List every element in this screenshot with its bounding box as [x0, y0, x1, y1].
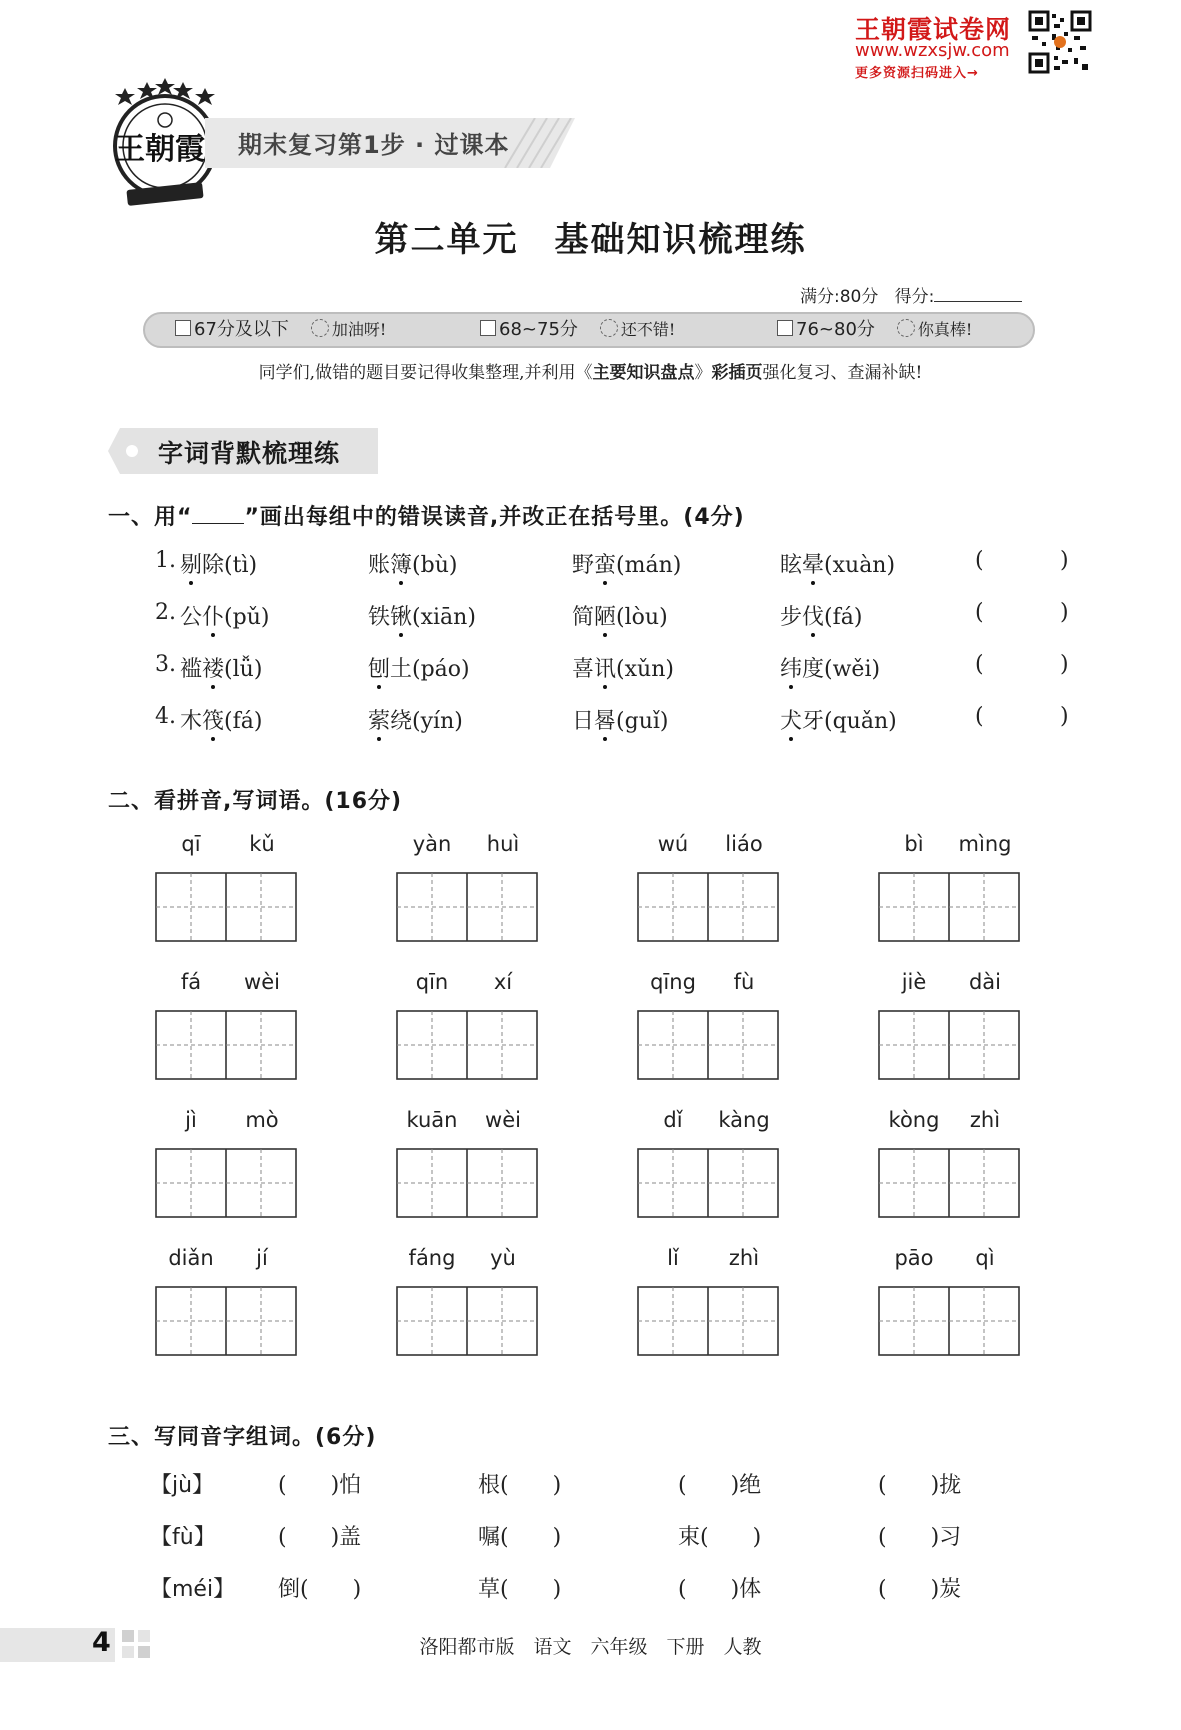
full-score: 满分:80分 [800, 287, 879, 307]
writing-grid-box[interactable] [878, 1010, 1020, 1080]
logo-text: 王朝霞 [115, 132, 205, 167]
pinyin-word-group [878, 832, 1022, 944]
answer-paren-left[interactable]: ( [975, 548, 984, 573]
dotted-char[interactable]: 锹 [390, 605, 413, 630]
pinyin-label: kòng [888, 1108, 940, 1132]
pinyin-word-group [155, 1108, 299, 1220]
pinyin-label: yù [490, 1246, 516, 1270]
brand-url[interactable]: www.wzxsjw.com [855, 40, 1010, 61]
pinyin-word-group [396, 970, 540, 1082]
tip-text: 同学们,做错的题目要记得收集整理,并利用《主要知识盘点》彩插页强化复习、查漏补缺! [258, 363, 923, 383]
q1-word: 日晷(guǐ) [572, 709, 669, 734]
grade-bar [143, 312, 1035, 348]
q3-heading: 三、写同音字组词。(6分) [108, 1425, 377, 1450]
q3-blank-word[interactable]: ( )体 [678, 1577, 762, 1602]
pinyin-label: yàn [412, 832, 452, 856]
pinyin-label: jì [185, 1108, 197, 1132]
q3-pinyin: 【fù】 [150, 1525, 216, 1550]
brand-title: 王朝霞试卷网 [855, 15, 1012, 44]
brand-note: 更多资源扫码进入→ [855, 66, 979, 81]
q3-blank-word[interactable]: 嘱( ) [478, 1525, 562, 1550]
checkbox-icon[interactable] [175, 320, 191, 336]
q1-item-number: 2. [155, 600, 176, 625]
pinyin-word-group [396, 1246, 540, 1358]
score-blank[interactable] [934, 287, 1022, 302]
q1-item-number: 4. [155, 704, 176, 729]
q3-pinyin: 【jù】 [150, 1473, 215, 1498]
q1-word: 公仆(pǔ) [180, 605, 270, 630]
dotted-char[interactable]: 筏 [202, 709, 225, 734]
pinyin-label: zhì [969, 1108, 1001, 1132]
footer-text: 洛阳都市版 语文 六年级 下册 人教 [419, 1636, 762, 1658]
grade-option-2[interactable]: 68~75分 还不错! [480, 314, 675, 346]
pinyin-label: mò [245, 1108, 279, 1132]
pinyin-label: dài [968, 970, 1002, 994]
dotted-char[interactable]: 褛 [202, 657, 225, 682]
pinyin-word-group [155, 1246, 299, 1358]
pinyin-label: qī [181, 832, 201, 856]
q1-heading: 一、用“ ”画出每组中的错误读音,并改正在括号里。(4分) [108, 505, 745, 530]
writing-grid-box[interactable] [878, 1148, 1020, 1218]
pinyin-word-group [637, 1246, 781, 1358]
pinyin-word-group [637, 832, 781, 944]
pinyin-word-group [637, 970, 781, 1082]
writing-grid-box[interactable] [396, 1010, 538, 1080]
q1-word: 萦绕(yín) [368, 709, 463, 734]
qr-code-icon[interactable] [1028, 10, 1092, 74]
q3-blank-word[interactable]: ( )习 [878, 1525, 962, 1550]
pinyin-label: wèi [485, 1108, 521, 1132]
pinyin-label: kǔ [249, 832, 275, 856]
q3-blank-word[interactable]: ( )盖 [278, 1525, 362, 1550]
pinyin-label: mìng [958, 832, 1012, 856]
section-tag-text: 字词背默梳理练 [158, 439, 341, 468]
checkbox-icon[interactable] [480, 320, 496, 336]
score-line [800, 282, 1022, 307]
writing-grid-box[interactable] [396, 1148, 538, 1218]
pinyin-label: huì [486, 832, 520, 856]
unit-title: 第二单元 基础知识梳理练 [374, 220, 807, 260]
writing-grid-box[interactable] [878, 1286, 1020, 1356]
smile-icon [897, 319, 915, 337]
grade-option-1[interactable]: 67分及以下 加油呀! [175, 314, 386, 346]
dotted-char[interactable]: 刨 [368, 657, 391, 682]
dotted-char[interactable]: 簿 [390, 553, 413, 578]
q1-item-number: 3. [155, 652, 176, 677]
q2-heading: 二、看拼音,写词语。(16分) [108, 789, 403, 814]
pinyin-label: fá [180, 970, 202, 994]
q3-blank-word[interactable]: ( )绝 [678, 1473, 762, 1498]
writing-grid-box[interactable] [155, 872, 297, 942]
dotted-char[interactable]: 犬 [780, 709, 803, 734]
pinyin-label: kuān [406, 1108, 458, 1132]
smile-icon [600, 319, 618, 337]
dotted-char[interactable]: 仆 [202, 605, 225, 630]
pinyin-word-group [878, 1108, 1022, 1220]
pinyin-word-group [155, 970, 299, 1082]
q3-blank-word[interactable]: ( )炭 [878, 1577, 962, 1602]
writing-grid-box[interactable] [155, 1286, 297, 1356]
writing-grid-box[interactable] [637, 1286, 779, 1356]
dotted-char[interactable]: 晷 [594, 709, 617, 734]
writing-grid-box[interactable] [637, 1010, 779, 1080]
pinyin-label: lǐ [667, 1246, 679, 1270]
dotted-char[interactable]: 讯 [594, 657, 617, 682]
q1-word: 褴褛(lǚ) [180, 657, 263, 682]
smile-icon [311, 319, 329, 337]
pinyin-word-group [637, 1108, 781, 1220]
q1-word: 野蛮(mán) [572, 553, 682, 578]
answer-paren-right: ) [1060, 652, 1069, 677]
q1-word: 眩晕(xuàn) [780, 553, 896, 578]
q1-word: 犬牙(quǎn) [780, 709, 897, 734]
writing-grid-box[interactable] [155, 1010, 297, 1080]
pinyin-word-group [396, 1108, 540, 1220]
q1-word: 剔除(tì) [180, 553, 258, 578]
pinyin-label: jiè [901, 970, 927, 994]
q1-word: 步伐(fá) [780, 605, 863, 630]
page-number: 4 [92, 1627, 111, 1658]
q3-blank-word[interactable]: ( )拢 [878, 1473, 962, 1498]
dotted-char[interactable]: 蛮 [594, 553, 617, 578]
pinyin-label: jí [256, 1246, 268, 1270]
pinyin-label: fáng [408, 1246, 456, 1270]
q3-blank-word[interactable]: 根( ) [478, 1473, 562, 1498]
pinyin-label: bì [904, 832, 924, 856]
pinyin-word-group [155, 832, 299, 944]
answer-paren-right: ) [1060, 704, 1069, 729]
dotted-char[interactable]: 陋 [594, 605, 617, 630]
dotted-char[interactable]: 纬 [780, 657, 803, 682]
dotted-char[interactable]: 晕 [802, 553, 825, 578]
pinyin-label: wèi [244, 970, 280, 994]
q1-word: 木筏(fá) [180, 709, 263, 734]
checkbox-icon[interactable] [777, 320, 793, 336]
pinyin-word-group [396, 832, 540, 944]
writing-grid-box[interactable] [637, 872, 779, 942]
pinyin-label: qīng [650, 970, 696, 994]
dotted-char[interactable]: 萦 [368, 709, 391, 734]
pinyin-label: xí [493, 970, 513, 994]
answer-paren-left[interactable]: ( [975, 600, 984, 625]
answer-paren-right: ) [1060, 548, 1069, 573]
q3-blank-word[interactable]: ( )怕 [278, 1473, 362, 1498]
writing-grid-box[interactable] [396, 1286, 538, 1356]
dotted-char[interactable]: 剔 [180, 553, 203, 578]
step-banner-text: 期末复习第1步 · 过课本 [238, 131, 510, 159]
q3-blank-word[interactable]: 束( ) [678, 1525, 762, 1550]
pinyin-word-group [878, 1246, 1022, 1358]
pinyin-label: liáo [725, 832, 763, 856]
pinyin-word-group [878, 970, 1022, 1082]
q1-item-number: 1. [155, 548, 176, 573]
answer-paren-left[interactable]: ( [975, 652, 984, 677]
answer-paren-left[interactable]: ( [975, 704, 984, 729]
score-label: 得分: [894, 287, 935, 307]
pinyin-label: kàng [718, 1108, 770, 1132]
writing-grid-box[interactable] [878, 872, 1020, 942]
pinyin-label: qì [975, 1246, 995, 1270]
pinyin-label: diǎn [168, 1246, 214, 1270]
pinyin-label: dǐ [663, 1108, 683, 1132]
q1-word: 喜讯(xǔn) [572, 657, 674, 682]
answer-paren-right: ) [1060, 600, 1069, 625]
dotted-char[interactable]: 伐 [802, 605, 825, 630]
underline-sample [192, 503, 244, 524]
pinyin-label: wú [657, 832, 689, 856]
q1-word: 铁锹(xiān) [368, 605, 476, 630]
pinyin-label: zhì [728, 1246, 760, 1270]
writing-grid-box[interactable] [396, 872, 538, 942]
pinyin-label: fù [733, 970, 755, 994]
q3-blank-word[interactable]: 草( ) [478, 1577, 562, 1602]
q3-blank-word[interactable]: 倒( ) [278, 1577, 362, 1602]
q3-pinyin: 【méi】 [150, 1577, 236, 1602]
grade-option-3[interactable]: 76~80分 你真棒! [777, 314, 972, 346]
pinyin-label: qīn [415, 970, 449, 994]
q1-word: 简陋(lòu) [572, 605, 668, 630]
writing-grid-box[interactable] [637, 1148, 779, 1218]
q1-word: 纬度(wěi) [780, 657, 881, 682]
q1-word: 账簿(bù) [368, 553, 458, 578]
q1-word: 刨土(páo) [368, 657, 470, 682]
pinyin-label: pāo [894, 1246, 934, 1270]
writing-grid-box[interactable] [155, 1148, 297, 1218]
